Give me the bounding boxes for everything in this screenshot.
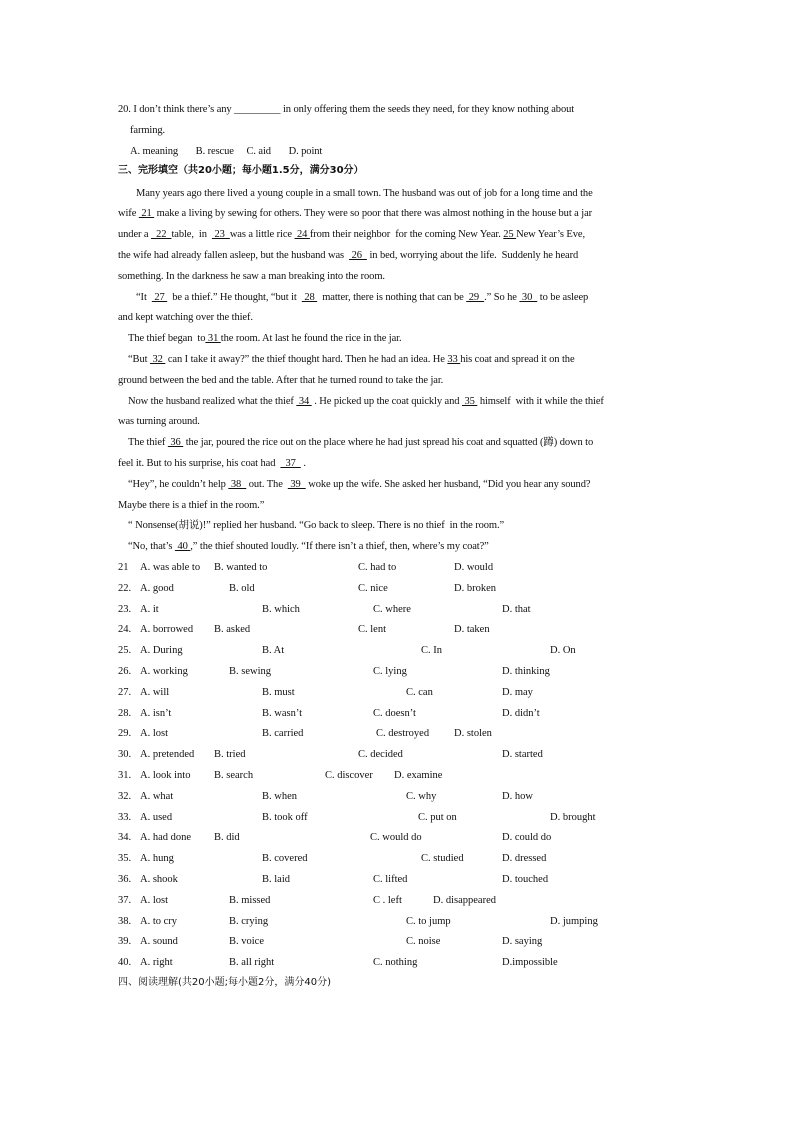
blank-38: 38: [228, 479, 247, 490]
choice-option-b: B. carried: [262, 728, 304, 739]
passage-line: “But 32 can I take it away?” the thief thought hard. Then he had an idea. He 33 his coat and spread it on the: [128, 354, 575, 365]
passage-line: “It 27 be a thief.” He thought, “but it 28 matter, there is nothing that can be 29 .” So he 30 to be asleep: [136, 292, 589, 303]
choice-number: 39.: [118, 936, 132, 947]
choice-number: 32.: [118, 791, 132, 802]
blank-29: 29: [466, 292, 485, 303]
choice-option-d: D. examine: [394, 770, 443, 781]
choice-option-a: A. will: [140, 687, 170, 698]
choice-option-c: C. decided: [358, 749, 403, 760]
choice-option-d: D. broken: [454, 583, 496, 594]
choice-option-b: B. covered: [262, 853, 308, 864]
choice-number: 29.: [118, 728, 132, 739]
choice-option-c: C. why: [406, 791, 437, 802]
blank-33: 33: [447, 354, 461, 365]
choice-option-d: D. jumping: [550, 916, 598, 927]
choice-option-b: B. missed: [229, 895, 271, 906]
blank-36: 36: [167, 437, 184, 448]
choice-number: 33.: [118, 812, 132, 823]
choice-option-a: A. lost: [140, 728, 169, 739]
choice-option-a: A. had done: [140, 832, 192, 843]
choice-number: 27.: [118, 687, 132, 698]
blank-27: 27: [151, 292, 168, 303]
choice-option-a: A. was able to: [140, 562, 201, 573]
passage-line: Now the husband realized what the thief 34 . He picked up the coat quickly and 35 himself with it while the thief: [128, 396, 604, 407]
choice-number: 35.: [118, 853, 132, 864]
passage-line: “Hey”, he couldn’t help 38 out. The 39 woke up the wife. She asked her husband, “Did you hear any sound?: [128, 479, 591, 490]
passage-line: was turning around.: [118, 416, 200, 427]
blank-23: 23: [211, 229, 230, 240]
choice-option-d: D. would: [454, 562, 494, 573]
blank-39: 39: [287, 479, 306, 490]
choice-option-a: A. lost: [140, 895, 169, 906]
choice-option-a: A. pretended: [140, 749, 195, 760]
choice-option-b: B. when: [262, 791, 297, 802]
choice-number: 24.: [118, 624, 132, 635]
choice-option-b: B. laid: [262, 874, 290, 885]
choice-option-b: B. wanted to: [214, 562, 268, 573]
choice-option-d: D. thinking: [502, 666, 550, 677]
blank-26: 26: [349, 250, 367, 261]
choice-option-d: D. taken: [454, 624, 490, 635]
choice-option-b: B. sewing: [229, 666, 271, 677]
passage-line: under a 22 table, in 23 was a little rice 24 from their neighbor for the coming New Year. 25 New Year’s Eve,: [118, 229, 585, 240]
choice-option-d: D. brought: [550, 812, 596, 823]
choice-option-a: A. During: [140, 645, 183, 656]
choice-number: 34.: [118, 832, 132, 843]
blank-31: 31: [205, 333, 221, 344]
choice-option-c: C. where: [373, 604, 411, 615]
choice-option-b: B. wasn’t: [262, 708, 303, 719]
blank-24: 24: [294, 229, 310, 240]
choice-number: 21: [118, 562, 129, 573]
blank-28: 28: [301, 292, 318, 303]
section-3-heading: 三、完形填空（共20小题；每小题1.5分，满分30分）: [118, 165, 364, 176]
choice-option-c: C. studied: [421, 853, 464, 864]
choice-option-c: C. lent: [358, 624, 386, 635]
choice-option-a: A. good: [140, 583, 174, 594]
choice-option-a: A. to cry: [140, 916, 178, 927]
passage-line: The thief 36 the jar, poured the rice out on the place where he had just spread his coat and squatted (蹲) down to: [128, 437, 594, 448]
passage-line: “No, that’s 40 ,” the thief shouted loudly. “If there isn’t a thief, then, where’s my coat?”: [128, 541, 489, 552]
section-4-heading: 四、阅读理解(共20小题;每小题2分，满分40分): [118, 977, 331, 988]
choice-option-b: B. crying: [229, 916, 269, 927]
choice-number: 23.: [118, 604, 132, 615]
question-20-options: A. meaning B. rescue C. aid D. point: [130, 146, 323, 157]
blank-35: 35: [461, 396, 478, 407]
blank-40: 40: [174, 541, 191, 552]
choice-option-c: C. lying: [373, 666, 407, 677]
choice-option-c: C. would do: [370, 832, 422, 843]
passage-line: Many years ago there lived a young couple in a small town. The husband was out of job for a long time and the: [136, 188, 593, 199]
blank-34: 34: [296, 396, 312, 407]
choice-option-c: C. put on: [418, 812, 457, 823]
choice-option-c: C. discover: [325, 770, 373, 781]
choice-option-c: C. In: [421, 645, 442, 656]
passage-line: something. In the darkness he saw a man breaking into the room.: [118, 271, 385, 282]
choice-option-b: B. voice: [229, 936, 264, 947]
choice-option-a: A. it: [140, 604, 159, 615]
passage-line: ground between the bed and the table. After that he turned round to take the jar.: [118, 375, 444, 386]
choice-number: 26.: [118, 666, 132, 677]
choice-option-a: A. right: [140, 957, 173, 968]
choice-option-d: D. touched: [502, 874, 549, 885]
choice-option-d: D. stolen: [454, 728, 492, 739]
choice-option-b: B. which: [262, 604, 300, 615]
choice-option-a: A. working: [140, 666, 188, 677]
passage-line: feel it. But to his surprise, his coat had 37 .: [118, 458, 306, 469]
choice-number: 37.: [118, 895, 132, 906]
choice-option-a: A. look into: [140, 770, 191, 781]
choice-option-c: C. nice: [358, 583, 388, 594]
choice-option-b: B. took off: [262, 812, 308, 823]
choice-option-a: A. isn’t: [140, 708, 172, 719]
choice-number: 30.: [118, 749, 132, 760]
choice-option-d: D. could do: [502, 832, 552, 843]
question-20-stem: 20. I don’t think there’s any _________ in only offering them the seeds they need, for they know nothing about: [118, 104, 575, 115]
choice-option-c: C. doesn’t: [373, 708, 416, 719]
choice-number: 22.: [118, 583, 132, 594]
blank-37: 37: [280, 458, 301, 469]
choice-option-a: A. used: [140, 812, 173, 823]
choice-option-d: D. started: [502, 749, 543, 760]
choice-option-c: C. to jump: [406, 916, 451, 927]
choice-option-a: A. shook: [140, 874, 178, 885]
choice-option-b: B. asked: [214, 624, 251, 635]
blank-30: 30: [519, 292, 538, 303]
choice-option-c: C. can: [406, 687, 433, 698]
passage-line: Maybe there is a thief in the room.”: [118, 500, 265, 511]
choice-number: 28.: [118, 708, 132, 719]
question-20-stem-continued: farming.: [130, 125, 166, 136]
choice-option-a: A. borrowed: [140, 624, 194, 635]
blank-32: 32: [149, 354, 166, 365]
choice-option-b: B. did: [214, 832, 240, 843]
choice-option-b: B. At: [262, 645, 285, 656]
choice-option-d: D. that: [502, 604, 531, 615]
choice-option-c: C. lifted: [373, 874, 408, 885]
choice-option-d: D. On: [550, 645, 576, 656]
choice-option-d: D. saying: [502, 936, 543, 947]
choice-number: 31.: [118, 770, 132, 781]
choice-option-d: D. how: [502, 791, 533, 802]
choice-number: 38.: [118, 916, 132, 927]
choice-option-d: D. dressed: [502, 853, 547, 864]
passage-line: and kept watching over the thief.: [118, 312, 253, 323]
choice-number: 40.: [118, 957, 132, 968]
choice-option-b: B. tried: [214, 749, 246, 760]
passage-line: wife 21 make a living by sewing for others. They were so poor that there was almost nothing in the house but a jar: [118, 208, 593, 219]
choice-option-a: A. hung: [140, 853, 174, 864]
blank-25: 25: [503, 229, 517, 240]
choice-option-b: B. all right: [229, 957, 275, 968]
choice-option-c: C. destroyed: [376, 728, 430, 739]
choice-option-b: B. old: [229, 583, 255, 594]
choice-option-d: D. may: [502, 687, 533, 698]
choice-number: 36.: [118, 874, 132, 885]
choice-option-b: B. must: [262, 687, 295, 698]
passage-line: “ Nonsense(胡说)!” replied her husband. “Go back to sleep. There is no thief in the room.”: [128, 520, 505, 531]
choice-option-d: D. disappeared: [433, 895, 496, 906]
choice-option-a: A. what: [140, 791, 174, 802]
choice-option-d: D. didn’t: [502, 708, 540, 719]
choice-option-c: C. noise: [406, 936, 441, 947]
choice-option-c: C. nothing: [373, 957, 418, 968]
choice-option-d: D.impossible: [502, 957, 558, 968]
choice-option-b: B. search: [214, 770, 254, 781]
choice-number: 25.: [118, 645, 132, 656]
passage-line: The thief began to 31 the room. At last he found the rice in the jar.: [128, 333, 402, 344]
choice-option-a: A. sound: [140, 936, 178, 947]
choice-option-c: C . left: [373, 895, 402, 906]
blank-22: 22: [151, 229, 172, 240]
passage-line: the wife had already fallen asleep, but the husband was 26 in bed, worrying about the life. Suddenly he heard: [118, 250, 579, 261]
choice-option-c: C. had to: [358, 562, 397, 573]
blank-21: 21: [138, 208, 155, 219]
